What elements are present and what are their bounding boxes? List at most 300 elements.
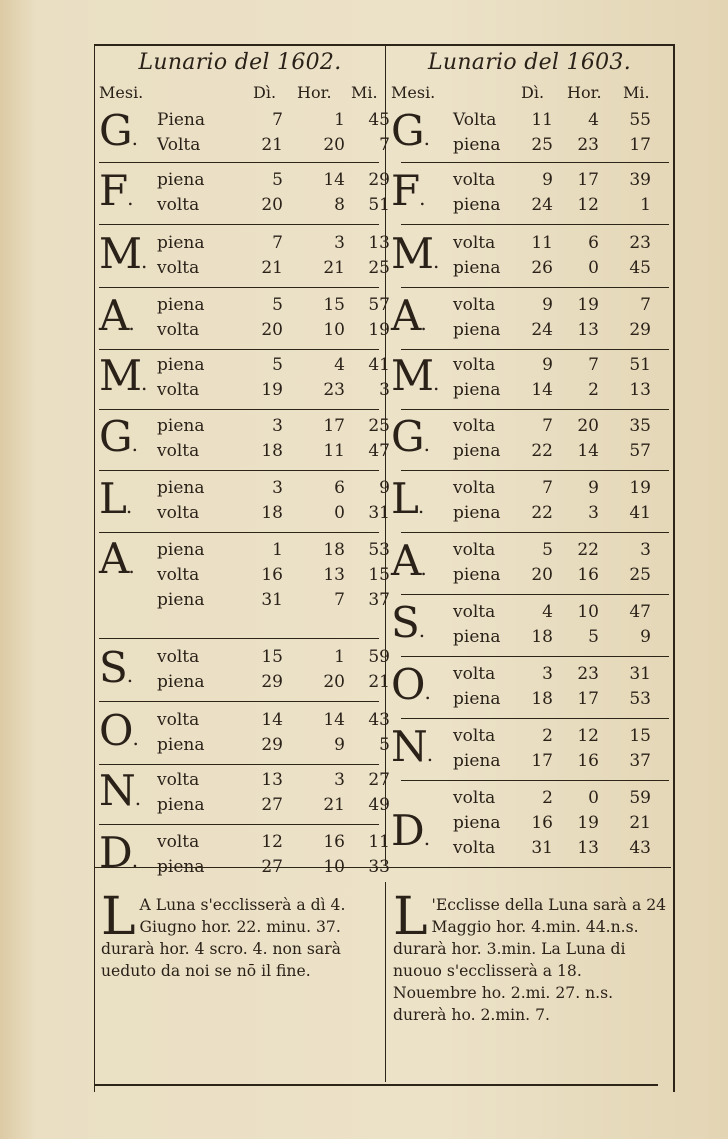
phase-hour: 7 [588,355,599,375]
header-months: Mesi. [99,83,144,102]
phase-label: volta [453,170,496,190]
phase-label: piena [157,735,205,755]
header-min: Mi. [351,83,378,102]
phase-label: piena [453,135,501,155]
phase-label: volta [453,838,496,858]
phase-day: 5 [272,170,283,190]
phase-day: 14 [261,710,283,730]
phase-row [95,295,390,321]
phase-row [387,295,672,321]
month-block [95,828,390,882]
phase-hour: 17 [577,689,599,709]
phase-day: 18 [531,627,553,647]
letter-dot: . [131,126,137,150]
phase-min: 37 [629,751,651,771]
phase-label: volta [453,726,496,746]
phase-row [95,258,390,284]
phase-hour: 13 [323,565,345,585]
letter-dot: . [426,742,433,766]
phase-day: 16 [261,565,283,585]
month-block [387,660,672,714]
month-block [387,351,672,405]
phase-label: piena [157,672,205,692]
phase-day: 22 [531,503,553,523]
phase-hour: 10 [577,602,599,622]
phase-row [387,751,672,777]
phase-min: 1 [640,195,651,215]
phase-row [95,380,390,406]
phase-day: 18 [261,441,283,461]
month-letter: M [99,351,142,400]
phase-label: volta [453,664,496,684]
month-block [95,166,390,220]
phase-day: 3 [272,478,283,498]
phase-hour: 14 [323,710,345,730]
phase-min: 27 [368,770,390,790]
phase-min: 15 [629,726,651,746]
phase-row [95,647,390,673]
month-block [95,351,390,405]
phase-day: 24 [531,320,553,340]
month-letter: L [99,474,126,523]
phase-hour: 6 [334,478,345,498]
phase-row [387,602,672,628]
phase-label: piena [453,565,501,585]
phase-hour: 19 [577,813,599,833]
phase-min: 25 [368,258,390,278]
phase-min: 49 [368,795,390,815]
phase-row [95,795,390,821]
phase-hour: 6 [588,233,599,253]
phase-row [95,170,390,196]
phase-label: volta [157,565,200,585]
notes-top-rule [95,867,671,868]
phase-row [387,380,672,406]
header-hour: Hor. [297,83,332,102]
phase-min: 3 [379,380,390,400]
phase-hour: 13 [577,320,599,340]
phase-hour: 0 [588,258,599,278]
phase-row [95,770,390,796]
phase-min: 37 [368,590,390,610]
phase-row [95,832,390,858]
month-rule [401,532,669,533]
phase-min: 45 [368,110,390,130]
phase-hour: 16 [323,832,345,852]
phase-min: 21 [368,672,390,692]
month-letter: G [391,412,424,461]
phase-row [95,590,390,616]
phase-min: 51 [629,355,651,375]
phase-row [95,416,390,442]
phase-hour: 23 [323,380,345,400]
letter-dot: . [420,556,426,580]
phase-row [387,689,672,715]
phase-label: piena [157,478,205,498]
phase-hour: 10 [323,857,345,877]
month-block [95,474,390,528]
phase-label: volta [453,233,496,253]
month-block [95,106,390,158]
eclipse-note-1603 [393,887,669,1026]
letter-dot: . [128,554,134,578]
phase-hour: 12 [577,195,599,215]
letter-dot: . [423,432,429,456]
month-letter: G [99,412,132,461]
phase-row [387,788,672,814]
phase-day: 14 [531,380,553,400]
phase-min: 33 [368,857,390,877]
phase-day: 25 [531,135,553,155]
phase-row [95,195,390,221]
phase-hour: 21 [323,795,345,815]
phase-day: 16 [531,813,553,833]
phase-label: volta [453,295,496,315]
dropcap: L [101,887,136,947]
phase-label: volta [453,478,496,498]
phase-row [387,258,672,284]
phase-day: 7 [272,110,283,130]
month-letter: N [391,722,427,771]
dropcap: L [393,887,428,947]
phase-label: Piena [157,110,206,130]
month-letter: O [391,660,425,709]
letter-dot: . [433,371,439,395]
phase-hour: 1 [334,647,345,667]
phase-row [95,355,390,381]
phase-min: 11 [368,832,390,852]
phase-hour: 18 [323,540,345,560]
phase-day: 18 [261,503,283,523]
month-rule [99,824,379,825]
phase-label: volta [453,355,496,375]
phase-label: piena [157,540,205,560]
phase-day: 26 [531,258,553,278]
phase-min: 25 [629,565,651,585]
phase-label: volta [157,320,200,340]
phase-hour: 12 [577,726,599,746]
month-rule [401,409,669,410]
phase-day: 24 [531,195,553,215]
bottom-rule [94,1084,658,1086]
phase-min: 57 [368,295,390,315]
column-title: Lunario del 1602. [138,50,342,75]
phase-row [95,135,390,161]
month-letter: M [99,229,142,278]
month-letter: S [391,598,419,647]
header-day: Dì. [521,83,545,102]
header-hour: Hor. [567,83,602,102]
phase-hour: 19 [577,295,599,315]
letter-dot: . [125,494,132,518]
phase-min: 53 [629,689,651,709]
phase-row [387,726,672,752]
month-letter: D [391,806,424,855]
month-rule [401,656,669,657]
phase-hour: 4 [334,355,345,375]
phase-hour: 0 [588,788,599,808]
phase-label: piena [453,751,501,771]
phase-hour: 1 [334,110,345,130]
phase-day: 2 [542,726,553,746]
phase-day: 20 [531,565,553,585]
phase-row [95,233,390,259]
letter-dot: . [417,494,424,518]
month-rule [99,532,379,533]
phase-row [95,710,390,736]
header-months: Mesi. [391,83,436,102]
month-rule [99,701,379,702]
month-block [95,291,390,345]
phase-day: 20 [261,320,283,340]
month-letter: S [99,643,127,692]
phase-min: 3 [640,540,651,560]
phase-hour: 15 [323,295,345,315]
phase-row [387,627,672,653]
phase-min: 51 [368,195,390,215]
letter-dot: . [424,680,430,704]
phase-hour: 9 [334,735,345,755]
month-rule [401,780,669,781]
phase-label: piena [157,590,205,610]
letter-dot: . [141,371,147,395]
phase-hour: 14 [323,170,345,190]
month-block [387,598,672,652]
phase-min: 41 [629,503,651,523]
phase-day: 7 [272,233,283,253]
phase-day: 29 [261,735,283,755]
phase-hour: 22 [577,540,599,560]
phase-label: volta [157,503,200,523]
phase-row [387,355,672,381]
phase-min: 21 [629,813,651,833]
phase-day: 27 [261,857,283,877]
month-rule [99,409,379,410]
month-block [95,534,390,634]
phase-day: 9 [542,295,553,315]
note-text: A Luna s'ecclisserà a dì 4. Giugno hor. 22. minu. 37. durarà hor. 4 scro. 4. non sarà ueduto da noi se nō il fine. [101,896,346,980]
phase-min: 47 [368,441,390,461]
month-rule [99,287,379,288]
phase-hour: 20 [323,672,345,692]
phase-row [387,540,672,566]
phase-day: 1 [272,540,283,560]
phase-label: piena [157,170,205,190]
phase-hour: 3 [588,503,599,523]
phase-label: piena [453,258,501,278]
phase-label: volta [157,770,200,790]
phase-label: piena [453,689,501,709]
phase-hour: 9 [588,478,599,498]
phase-label: volta [453,416,496,436]
month-letter: F [391,166,420,215]
phase-row [95,110,390,136]
phase-day: 19 [261,380,283,400]
phase-row [387,233,672,259]
phase-min: 31 [629,664,651,684]
phase-min: 13 [368,233,390,253]
phase-row [95,857,390,883]
header-day: Dì. [253,83,277,102]
month-rule [99,349,379,350]
phase-label: volta [453,788,496,808]
letter-dot: . [423,826,430,850]
phase-min: 53 [368,540,390,560]
phase-row [95,320,390,346]
month-letter: D [99,828,132,877]
phase-hour: 16 [577,751,599,771]
phase-day: 18 [531,689,553,709]
note-text: 'Ecclisse della Luna sarà a 24 Maggio hor. 4.min. 44.n.s. durarà hor. 3.min. La Luna di nuouo s'ecclisserà a 18. Nouembre ho. 2.mi. 27. n.s. durerà ho. 2.min. 7. [393,896,667,1024]
month-rule [99,162,379,163]
phase-day: 4 [542,602,553,622]
letter-dot: . [433,249,439,273]
phase-label: volta [157,647,200,667]
phase-day: 7 [542,416,553,436]
phase-hour: 21 [323,258,345,278]
month-block [95,706,390,760]
phase-day: 5 [272,295,283,315]
letter-dot: . [131,432,137,456]
column-headers [387,83,672,105]
phase-day: 9 [542,355,553,375]
phase-label: volta [157,832,200,852]
phase-row [387,170,672,196]
phase-label: Volta [157,135,201,155]
phase-day: 21 [261,258,283,278]
phase-day: 3 [542,664,553,684]
phase-min: 7 [379,135,390,155]
phase-hour: 3 [334,770,345,790]
month-letter: M [391,351,434,400]
phase-min: 9 [640,627,651,647]
column-title: Lunario del 1603. [427,50,632,75]
phase-label: Volta [453,110,497,130]
month-rule [401,470,669,471]
phase-day: 3 [272,416,283,436]
phase-hour: 7 [334,590,345,610]
phase-label: volta [453,540,496,560]
phase-label: piena [453,813,501,833]
phase-hour: 0 [334,503,345,523]
phase-label: piena [157,416,205,436]
month-block [95,766,390,820]
phase-row [387,813,672,839]
phase-min: 41 [368,355,390,375]
phase-hour: 16 [577,565,599,585]
month-letter: N [99,766,135,815]
phase-row [387,838,672,864]
phase-row [387,664,672,690]
phase-row [95,672,390,698]
table-frame [94,44,675,1092]
month-rule [401,718,669,719]
phase-min: 19 [368,320,390,340]
phase-hour: 23 [577,135,599,155]
phase-day: 5 [272,355,283,375]
phase-hour: 23 [577,664,599,684]
phase-row [387,416,672,442]
phase-row [387,478,672,504]
phase-min: 43 [629,838,651,858]
phase-row [95,565,390,591]
month-letter: M [391,229,434,278]
month-rule [401,349,669,350]
phase-row [387,503,672,529]
phase-row [95,478,390,504]
letter-dot: . [127,186,133,210]
month-rule [401,162,669,163]
phase-hour: 20 [577,416,599,436]
month-letter: L [391,474,418,523]
phase-day: 12 [261,832,283,852]
month-block [387,291,672,345]
month-rule [99,224,379,225]
eclipse-note-1602 [101,887,381,982]
month-rule [401,287,669,288]
letter-dot: . [134,786,141,810]
letter-dot: . [131,848,138,872]
phase-label: volta [157,195,200,215]
month-letter: A [391,536,421,585]
notes-divider [385,882,386,1082]
phase-day: 11 [531,110,553,130]
phase-row [95,540,390,566]
phase-day: 22 [531,441,553,461]
phase-min: 15 [368,565,390,585]
phase-label: piena [157,295,205,315]
phase-min: 5 [379,735,390,755]
phase-hour: 8 [334,195,345,215]
phase-day: 17 [531,751,553,771]
phase-label: volta [157,441,200,461]
column-headers [95,83,385,105]
phase-hour: 14 [577,441,599,461]
phase-day: 15 [261,647,283,667]
month-block [387,166,672,220]
phase-row [387,135,672,161]
phase-row [387,195,672,221]
phase-row [95,441,390,467]
letter-dot: . [141,249,147,273]
phase-day: 2 [542,788,553,808]
phase-hour: 17 [323,416,345,436]
phase-label: piena [453,195,501,215]
phase-row [387,110,672,136]
phase-min: 47 [629,602,651,622]
phase-min: 59 [629,788,651,808]
phase-label: volta [157,380,200,400]
month-block [387,412,672,466]
phase-day: 9 [542,170,553,190]
phase-min: 29 [629,320,651,340]
month-block [387,106,672,158]
phase-day: 20 [261,195,283,215]
phase-label: piena [453,503,501,523]
phase-label: piena [453,627,501,647]
phase-label: piena [453,380,501,400]
month-block [95,643,390,697]
phase-label: volta [157,710,200,730]
phase-min: 43 [368,710,390,730]
phase-min: 31 [368,503,390,523]
column-divider [385,46,386,866]
month-letter: G [391,106,424,155]
letter-dot: . [420,311,426,335]
phase-day: 7 [542,478,553,498]
phase-hour: 11 [323,441,345,461]
phase-day: 31 [531,838,553,858]
